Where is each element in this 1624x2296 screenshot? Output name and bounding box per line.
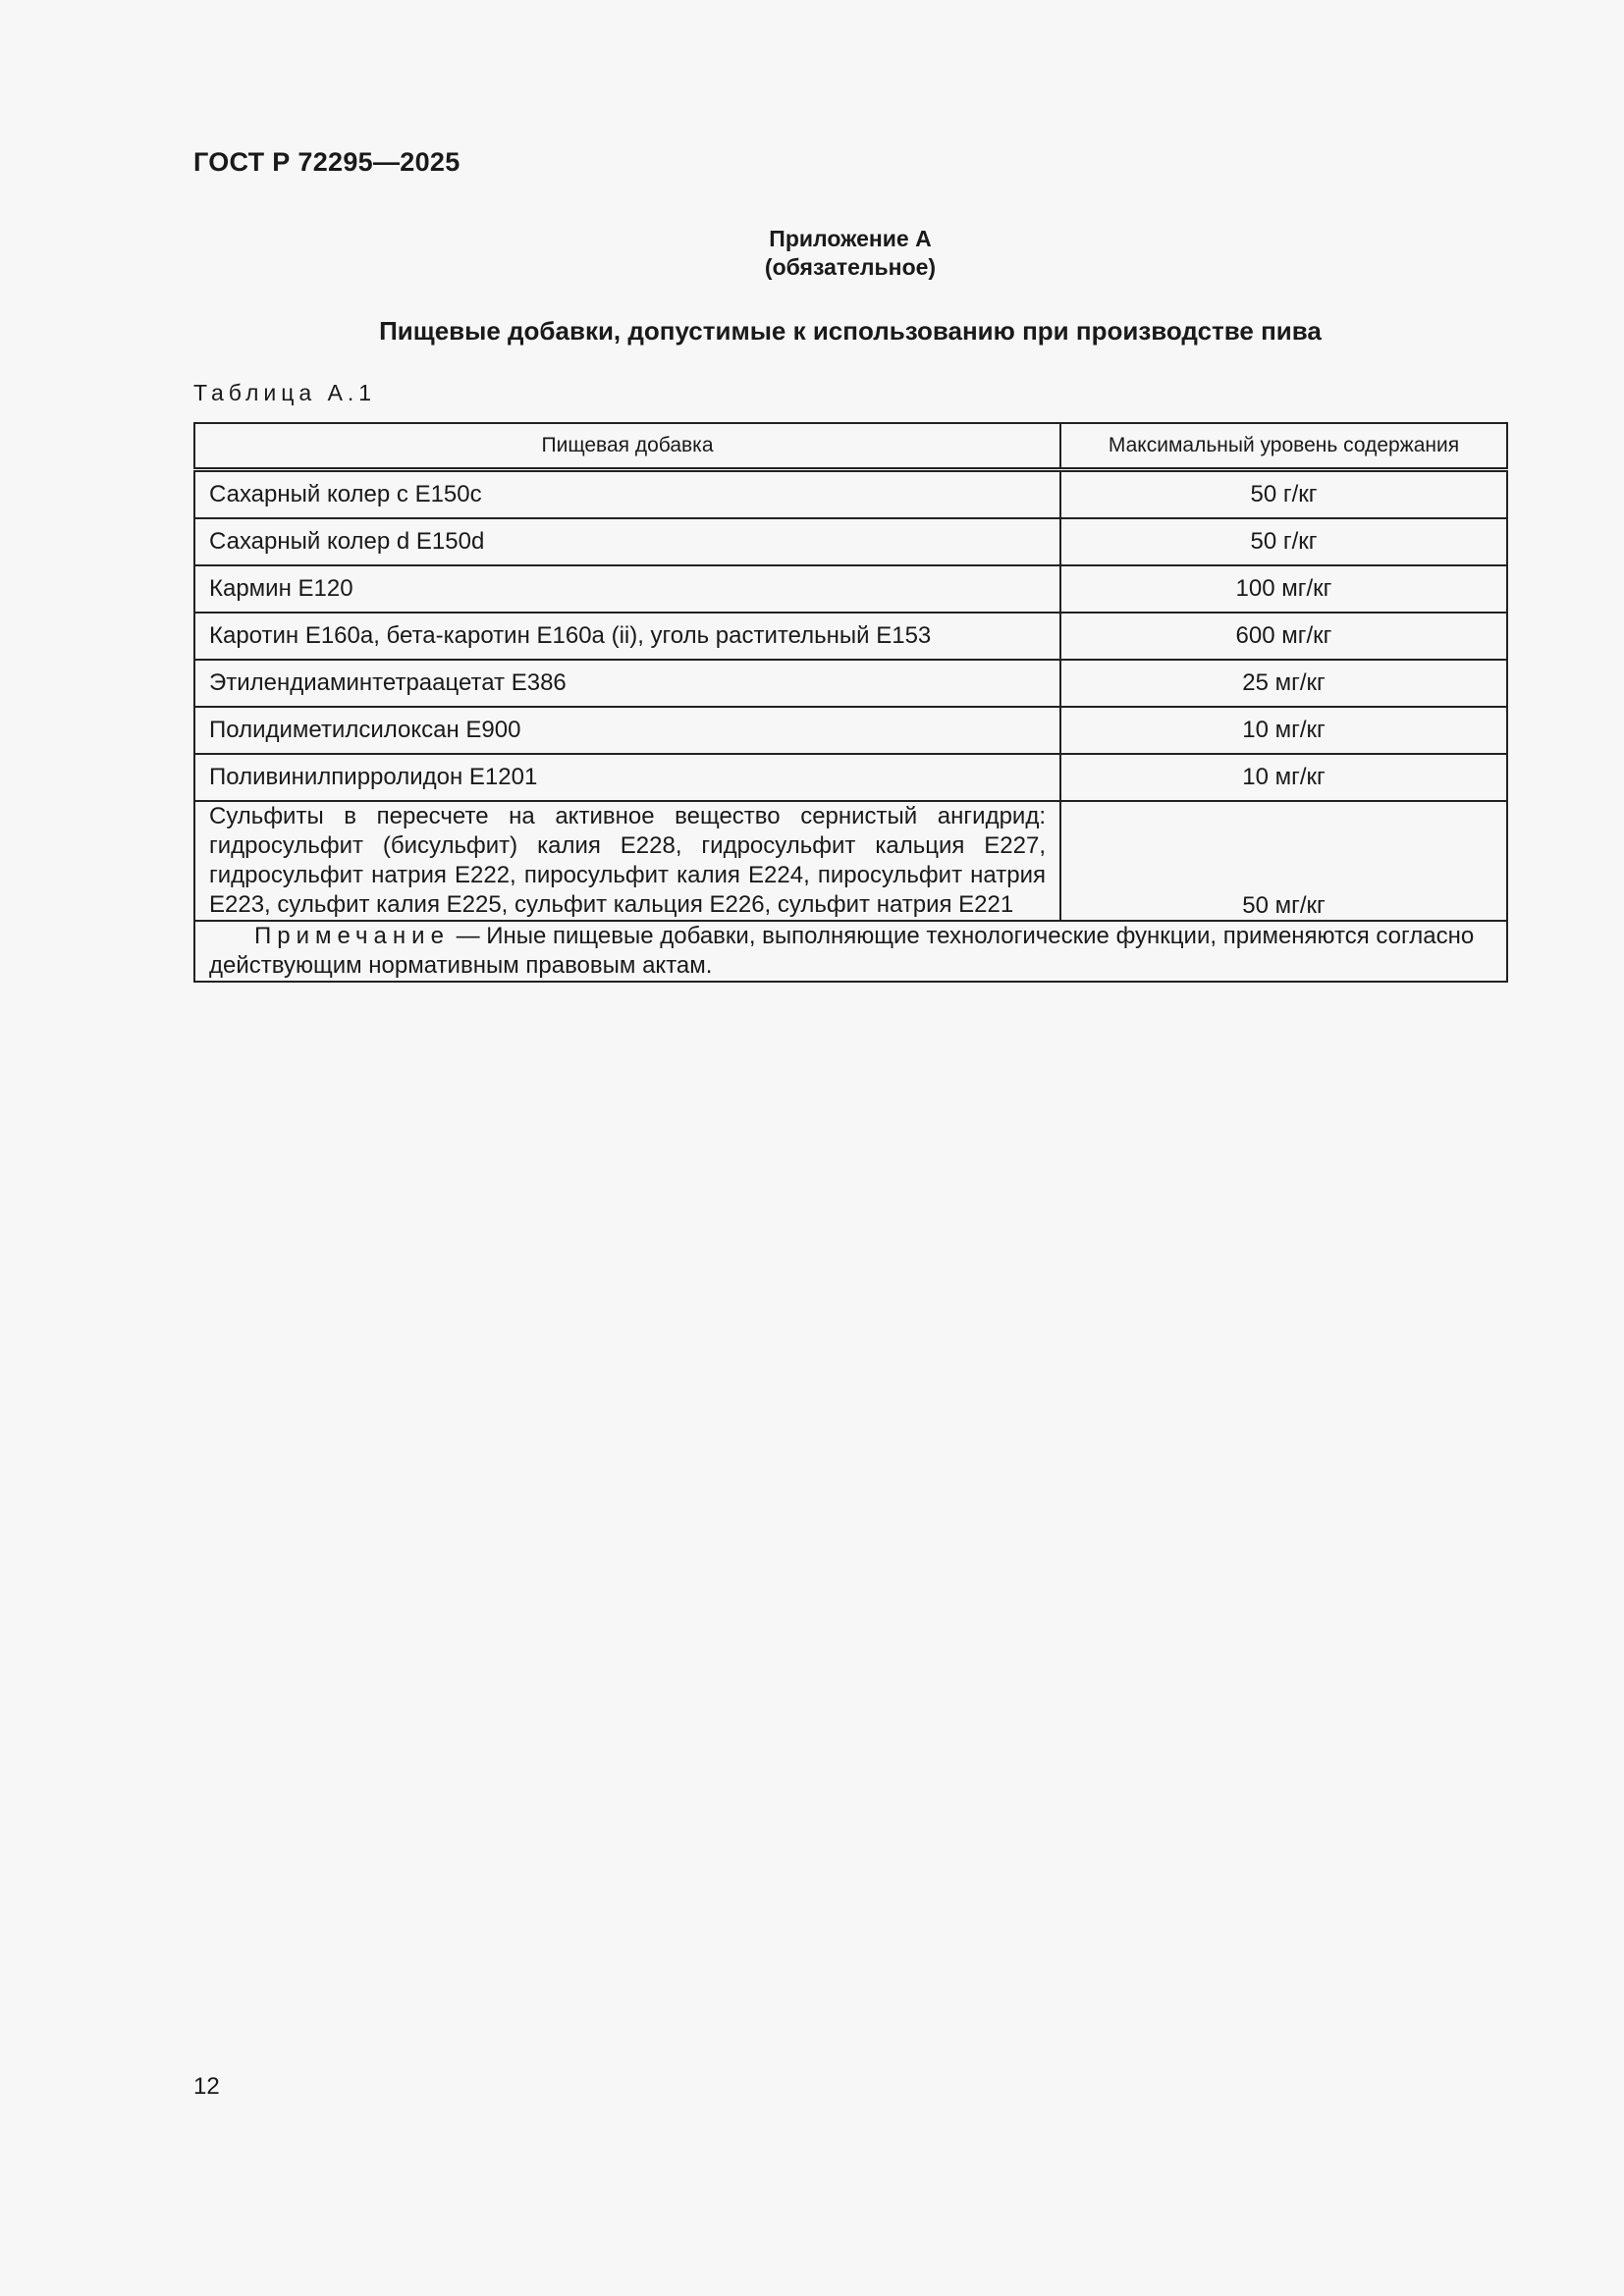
level-cell: 600 мг/кг [1060, 613, 1507, 660]
level-cell: 50 г/кг [1060, 470, 1507, 519]
table-row [194, 660, 1507, 707]
table-row [194, 470, 1507, 519]
table-row [194, 565, 1507, 613]
document-header: ГОСТ Р 72295—2025 [193, 147, 460, 177]
section-title: Пищевые добавки, допустимые к использованию при производстве пива [379, 316, 1322, 346]
additive-cell: Кармин Е120 [194, 565, 1060, 613]
additive-cell: Каротин Е160a, бета-каротин Е160а (ii), уголь растительный Е153 [194, 613, 1060, 660]
appendix-title: Приложение А [769, 226, 932, 251]
level-cell: 10 мг/кг [1060, 754, 1507, 801]
column-header-level: Максимальный уровень содержания [1060, 423, 1507, 470]
table-row [194, 613, 1507, 660]
additive-cell: Сахарный колер d Е150d [194, 518, 1060, 565]
table-row [194, 801, 1507, 921]
page-number: 12 [193, 2073, 220, 2100]
note-label: Примечание [254, 923, 450, 949]
table-row [194, 754, 1507, 801]
table-note-row [194, 921, 1507, 982]
additive-cell: Полидиметилсилоксан Е900 [194, 707, 1060, 754]
column-header-additive: Пищевая добавка [194, 423, 1060, 470]
table-note [194, 921, 1507, 982]
table-row [194, 707, 1507, 754]
additives-table [193, 422, 1508, 983]
note-text: — Иные пищевые добавки, выполняющие технологические функции, применяются согласно действующим нормативным правовым актам. [209, 923, 1475, 979]
additive-cell: Поливинилпирролидон Е1201 [194, 754, 1060, 801]
level-cell: 50 мг/кг [1060, 801, 1507, 921]
appendix-heading [193, 225, 1507, 282]
additive-cell: Этилендиаминтетраацетат Е386 [194, 660, 1060, 707]
appendix-status: (обязательное) [764, 254, 937, 280]
additive-cell: Сахарный колер с Е150с [194, 470, 1060, 519]
table-header-row [194, 423, 1507, 470]
table-label: Таблица А.1 [193, 380, 377, 405]
level-cell: 25 мг/кг [1060, 660, 1507, 707]
level-cell: 50 г/кг [1060, 518, 1507, 565]
table-row [194, 518, 1507, 565]
level-cell: 100 мг/кг [1060, 565, 1507, 613]
additive-cell: Сульфиты в пересчете на активное вещество сернистый ангидрид: гидросульфит (бисульфит) калия Е228, гидросульфит кальция Е227, гидросульфит натрия Е222, пиросульфит калия Е224, пиросульфит натрия Е223, сульфит калия Е225, сульфит кальция Е226, сульфит натрия Е221 [194, 801, 1060, 921]
level-cell: 10 мг/кг [1060, 707, 1507, 754]
